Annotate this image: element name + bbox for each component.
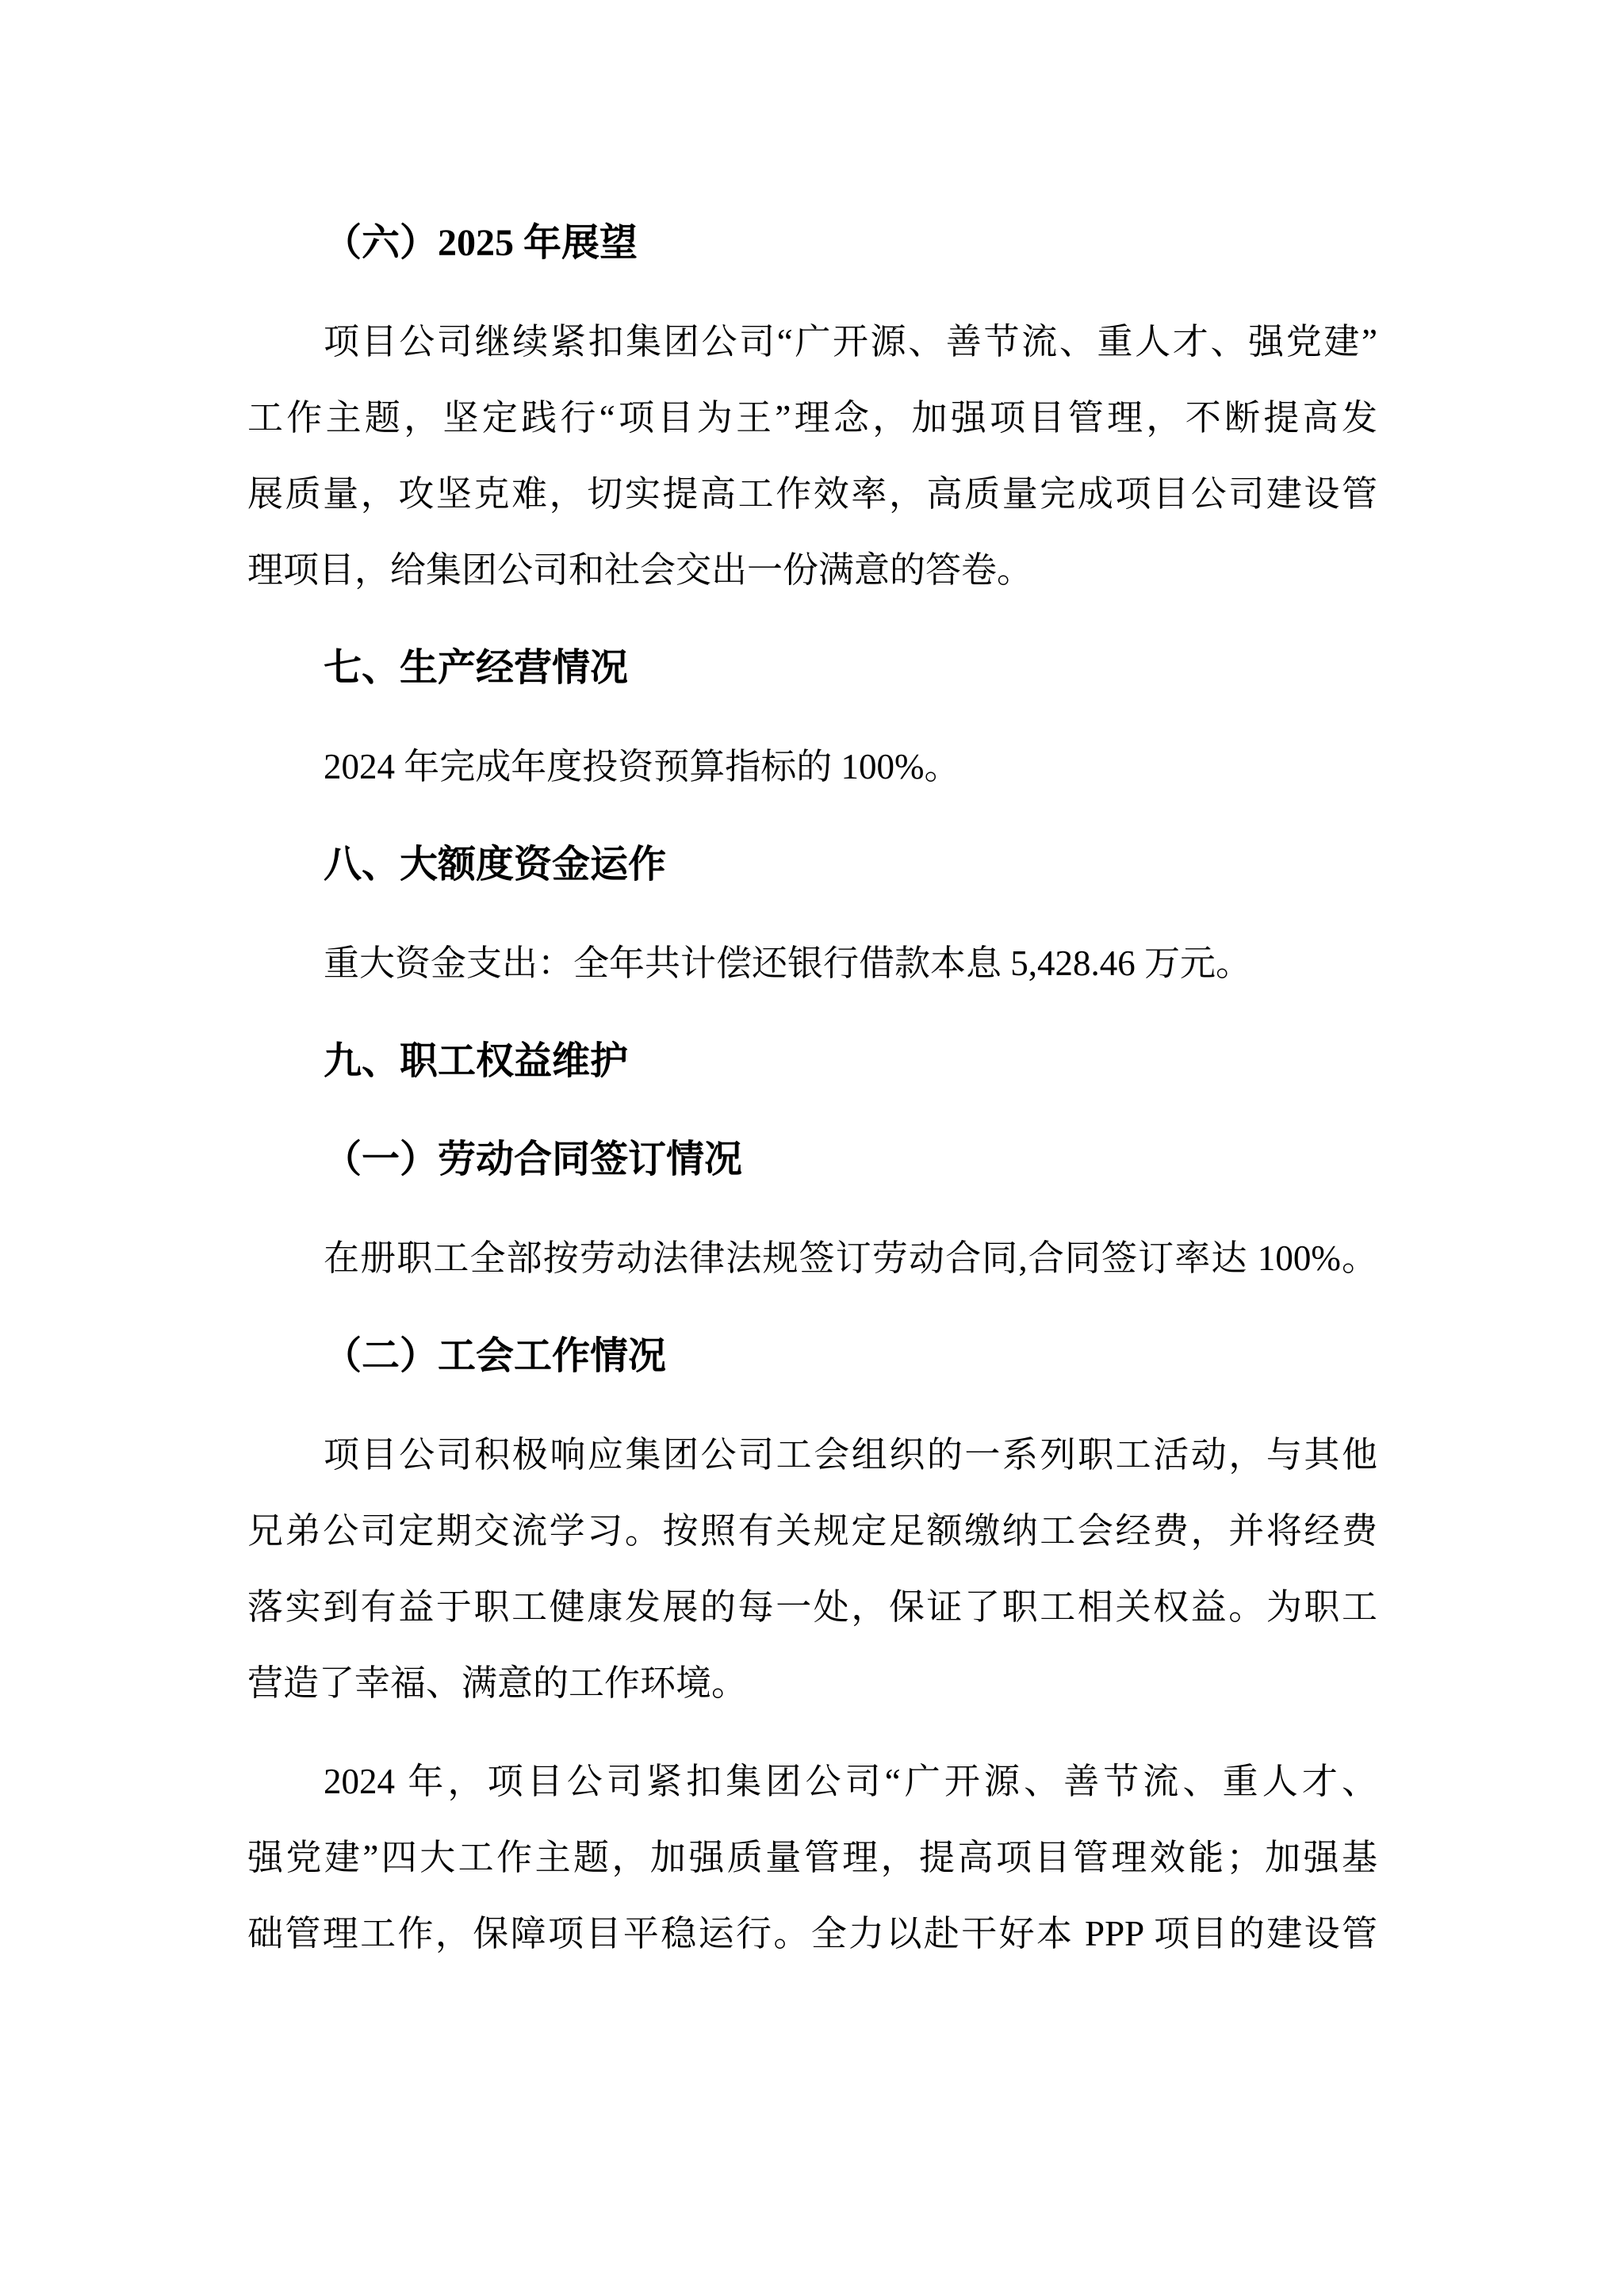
heading-labor-contract xyxy=(247,1122,1377,1198)
para-line: 重大资金支出：全年共计偿还银行借款本息 5,428.46 万元。 xyxy=(324,943,1252,983)
para-line: 2024 年完成年度投资预算指标的 100%。 xyxy=(324,747,960,786)
para-line: 础管理工作，保障项目平稳运行。全力以赴干好本 PPP 项目的建设管 xyxy=(247,1914,1377,1954)
heading-production-operation-text: 七、生产经营情况 xyxy=(324,647,629,689)
para-line: 落实到有益于职工健康发展的每一处，保证了职工相关权益。为职工 xyxy=(247,1587,1377,1627)
document-content xyxy=(247,205,1377,1994)
para-line: 工作主题，坚定践行“项目为王”理念，加强项目管理，不断提高发 xyxy=(247,398,1377,438)
para-line: 展质量，攻坚克难，切实提高工作效率，高质量完成项目公司建设管 xyxy=(247,474,1377,514)
para-2024-work-themes xyxy=(247,1743,1377,1972)
heading-labor-contract-text: （一）劳动合同签订情况 xyxy=(324,1138,743,1181)
para-large-fund-operation xyxy=(247,925,1377,1001)
para-line: 项目公司积极响应集团公司工会组织的一系列职工活动，与其他 xyxy=(324,1435,1377,1475)
heading-2025-outlook xyxy=(247,205,1377,281)
para-line: 兄弟公司定期交流学习。按照有关规定足额缴纳工会经费，并将经费 xyxy=(247,1511,1377,1551)
para-production-operation xyxy=(247,729,1377,805)
para-2025-outlook xyxy=(247,304,1377,608)
heading-large-fund-operation xyxy=(247,827,1377,903)
para-line: 项目公司继续紧扣集团公司“广开源、善节流、重人才、强党建” xyxy=(324,322,1377,362)
heading-production-operation xyxy=(247,630,1377,706)
para-line: 营造了幸福、满意的工作环境。 xyxy=(247,1663,748,1703)
para-labor-contract xyxy=(247,1220,1377,1296)
heading-large-fund-operation-text: 八、大额度资金运作 xyxy=(324,844,667,886)
heading-2025-outlook-text: （六）2025 年展望 xyxy=(324,222,638,264)
heading-employee-rights-text: 九、职工权益维护 xyxy=(324,1040,629,1082)
para-line: 强党建”四大工作主题，加强质量管理，提高项目管理效能；加强基 xyxy=(247,1838,1377,1877)
heading-employee-rights xyxy=(247,1024,1377,1100)
heading-union-work xyxy=(247,1318,1377,1395)
para-line: 2024 年，项目公司紧扣集团公司“广开源、善节流、重人才、 xyxy=(324,1762,1377,1801)
para-line: 在册职工全部按劳动法律法规签订劳动合同,合同签订率达 100%。 xyxy=(324,1238,1377,1278)
para-union-work xyxy=(247,1417,1377,1721)
para-line: 理项目，给集团公司和社会交出一份满意的答卷。 xyxy=(247,550,1033,590)
heading-union-work-text: （二）工会工作情况 xyxy=(324,1335,667,1377)
